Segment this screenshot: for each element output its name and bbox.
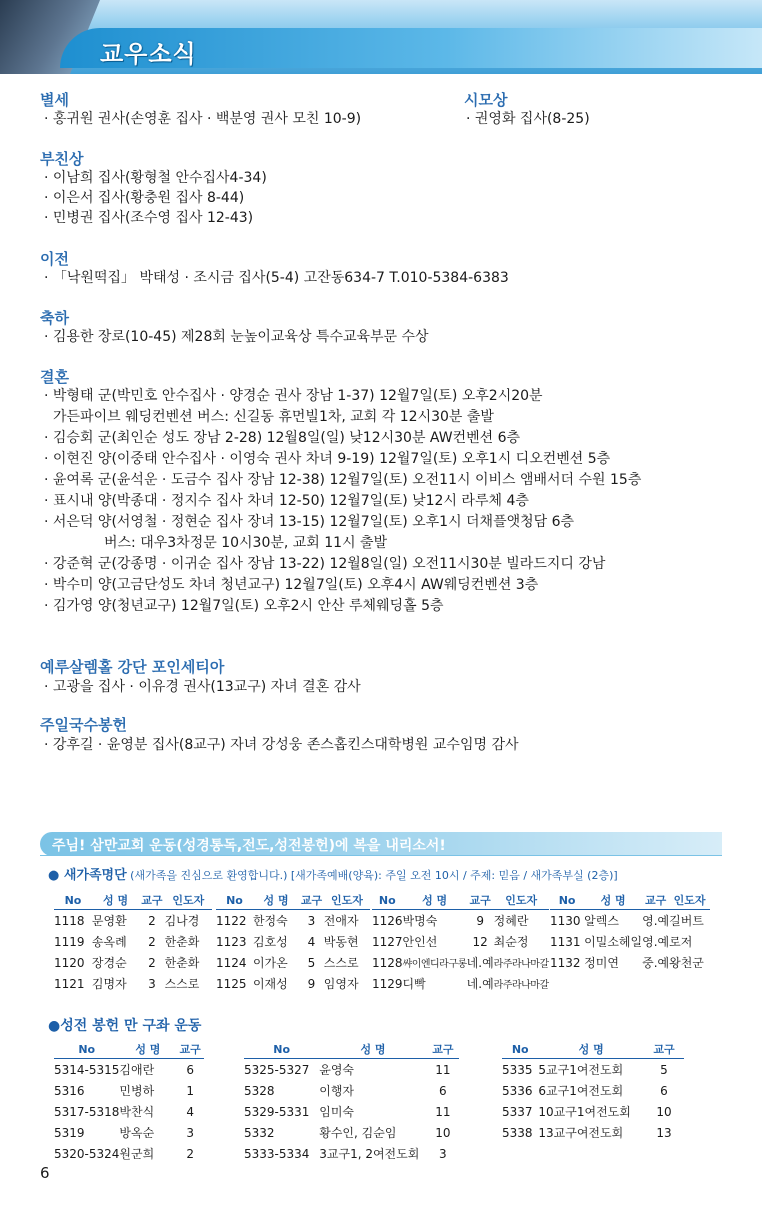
table-cell: 6 bbox=[660, 1083, 668, 1098]
table-cell: 11 bbox=[435, 1062, 451, 1077]
table-cell: 1124 bbox=[216, 955, 247, 970]
table-cell: 원군희 bbox=[119, 1147, 155, 1161]
table-cell: 1119 bbox=[54, 934, 85, 949]
table-cell: 5319 bbox=[54, 1125, 85, 1140]
table-cell: 이밀소헤일 bbox=[584, 935, 643, 949]
section-title-jerusalem: 예루살렘홀 강단 포인세티아 bbox=[40, 658, 225, 676]
table-cell: 박동현 bbox=[323, 935, 359, 949]
table-cell: 이행자 bbox=[319, 1084, 355, 1098]
table-cell: 3 bbox=[186, 1125, 194, 1140]
banner-rule bbox=[40, 855, 722, 856]
table-header-cell: 성 명 bbox=[584, 891, 642, 910]
wedding-item: · 강준혁 군(강종명 · 이귀순 집사 장남 13-22) 12월8일(일) 오전11시30분 빌라드지디 강남 bbox=[44, 556, 606, 572]
table-cell: 1129 bbox=[372, 976, 403, 991]
table-cell: 5 bbox=[307, 955, 316, 970]
sanctuary-table bbox=[502, 1040, 684, 1143]
table-cell: 전애자 bbox=[323, 914, 359, 928]
table-cell: 정미연 bbox=[584, 956, 619, 970]
table-cell: 알렉스 bbox=[584, 914, 619, 928]
section-title-national: 주일국수봉헌 bbox=[40, 716, 127, 734]
section-title-father: 부친상 bbox=[40, 150, 84, 168]
section-title-congrats: 축하 bbox=[40, 309, 69, 327]
table-header-cell: 교구 bbox=[467, 891, 494, 910]
wedding-item: · 윤여록 군(윤석운 · 도금수 집사 장남 12-38) 12월7일(토) 오전11시 이비스 앰배서더 수원 15층 bbox=[44, 472, 642, 488]
move-item: · 「낙원떡집」 박태성 · 조시금 집사(5-4) 고잔동634-7 T.010-5384-6383 bbox=[44, 270, 509, 286]
table-cell: 9 bbox=[476, 913, 484, 928]
table-row bbox=[216, 910, 370, 932]
table-header-cell: 성 명 bbox=[119, 1040, 176, 1059]
congrats-item: · 김용한 장로(10-45) 제28회 눈높이교육상 특수교육부문 수상 bbox=[44, 329, 429, 345]
table-row bbox=[502, 1122, 684, 1143]
table-cell: 로저 bbox=[669, 935, 693, 949]
table-cell: 9 bbox=[307, 976, 316, 991]
new-family-table bbox=[216, 891, 370, 994]
table-cell: 5328 bbox=[244, 1083, 275, 1098]
table-header-cell: 인도자 bbox=[165, 891, 212, 910]
table-row bbox=[54, 1143, 204, 1164]
table-cell: 1 bbox=[186, 1083, 194, 1098]
table-row bbox=[244, 1143, 459, 1164]
new-family-table bbox=[550, 891, 710, 973]
new-family-table bbox=[54, 891, 212, 994]
table-cell: 2 bbox=[186, 1146, 194, 1161]
table-cell: 중.예 bbox=[642, 956, 670, 970]
table-header-cell: 교구 bbox=[642, 891, 669, 910]
table-cell: 10교구1여전도회 bbox=[538, 1105, 631, 1119]
table-row bbox=[54, 1122, 204, 1143]
table-header-cell: 인도자 bbox=[494, 891, 549, 910]
table-row bbox=[244, 1122, 459, 1143]
table-cell: 11 bbox=[435, 1104, 451, 1119]
table-cell: 임영자 bbox=[323, 977, 359, 991]
table-cell: 1128 bbox=[372, 955, 403, 970]
table-cell: 황수인, 김순임 bbox=[319, 1126, 397, 1140]
table-cell: 임미숙 bbox=[319, 1105, 355, 1119]
table-cell: 5333-5334 bbox=[244, 1146, 310, 1161]
table-cell: 5316 bbox=[54, 1083, 85, 1098]
wedding-item: · 표시내 양(박종대 · 정지수 집사 차녀 12-50) 12월7일(토) 낮12시 라루체 4층 bbox=[44, 493, 529, 509]
table-cell: 영.예 bbox=[642, 935, 670, 949]
table-cell: 3 bbox=[439, 1146, 447, 1161]
table-cell: 박찬식 bbox=[119, 1105, 155, 1119]
table-row bbox=[54, 973, 212, 994]
table-row bbox=[54, 952, 212, 973]
campaign-banner-text: 주님! 삼만교회 운동(성경통독,전도,성전봉헌)에 복을 내리소서! bbox=[52, 838, 446, 854]
table-row bbox=[502, 1059, 684, 1081]
table-cell: 13 bbox=[656, 1125, 672, 1140]
table-row bbox=[372, 973, 549, 994]
table-header-cell: No bbox=[502, 1040, 538, 1059]
table-row bbox=[54, 910, 212, 932]
table-row bbox=[502, 1101, 684, 1122]
table-row bbox=[54, 1080, 204, 1101]
table-cell: 10 bbox=[656, 1104, 672, 1119]
table-cell: 송옥례 bbox=[91, 935, 127, 949]
table-cell: 라주라나마갈 bbox=[493, 959, 549, 970]
table-cell: 이재성 bbox=[252, 977, 288, 991]
table-cell: 최순정 bbox=[493, 935, 529, 949]
table-cell: 안인선 bbox=[402, 935, 438, 949]
table-row bbox=[244, 1080, 459, 1101]
table-cell: 한정숙 bbox=[252, 914, 288, 928]
table-cell: 5320-5324 bbox=[54, 1146, 120, 1161]
table-cell: 정혜란 bbox=[493, 914, 529, 928]
sanctuary-table bbox=[244, 1040, 459, 1164]
wedding-item: · 서은덕 양(서영철 · 정현순 집사 장녀 13-15) 12월7일(토) 오후1시 더채플앳청담 6층 bbox=[44, 514, 575, 530]
table-cell: 한춘화 bbox=[164, 935, 200, 949]
table-cell: 3교구1, 2여전도회 bbox=[319, 1147, 420, 1161]
new-family-title: ● 새가족명단 bbox=[48, 868, 127, 883]
table-row bbox=[54, 1059, 204, 1081]
table-cell: 문영환 bbox=[91, 914, 127, 928]
national-item: · 강후길 · 윤영분 집사(8교구) 자녀 강성웅 존스홉킨스대학병원 교수임명 감사 bbox=[44, 737, 519, 753]
table-cell: 2 bbox=[148, 934, 156, 949]
table-cell: 6 bbox=[439, 1083, 447, 1098]
wedding-item: · 김승회 군(최인순 성도 장남 2-28) 12월8일(일) 낮12시30분 AW컨벤션 6층 bbox=[44, 430, 521, 446]
table-cell: 쌰이엔디라구롱 bbox=[402, 959, 467, 970]
wedding-item: · 박형태 군(박민호 안수집사 · 양경순 권사 장남 1-37) 12월7일(토) 오후2시20분 bbox=[44, 388, 543, 404]
table-cell: 5336 bbox=[502, 1083, 533, 1098]
table-header-cell: 교구 bbox=[139, 891, 164, 910]
sanctuary-heading: ●성전 봉헌 만 구좌 운동 bbox=[48, 1018, 202, 1034]
new-family-note: (새가족을 진심으로 환영합니다.) [새가족예배(양육): 주일 오전 10시 / 주제: 믿음 / 새가족부실 (2층)] bbox=[126, 869, 618, 882]
table-header-cell: 성 명 bbox=[92, 891, 139, 910]
table-cell: 1125 bbox=[216, 976, 247, 991]
table-row bbox=[54, 1101, 204, 1122]
table-cell: 2 bbox=[148, 913, 156, 928]
table-cell: 스스로 bbox=[164, 977, 200, 991]
wedding-item: · 이현진 양(이중태 안수집사 · 이영숙 권사 차녀 9-19) 12월7일(토) 오후1시 디오컨벤션 5층 bbox=[44, 451, 611, 467]
table-cell: 3 bbox=[307, 913, 316, 928]
table-header-cell: 인도자 bbox=[669, 891, 710, 910]
table-header-cell: 성 명 bbox=[319, 1040, 427, 1059]
page-number: 6 bbox=[40, 1164, 50, 1182]
table-cell: 6 bbox=[186, 1062, 194, 1077]
table-cell: 1122 bbox=[216, 913, 247, 928]
table-cell: 왕천군 bbox=[669, 956, 704, 970]
table-cell: 디빡 bbox=[402, 977, 426, 991]
wedding-item: · 김가영 양(청년교구) 12월7일(토) 오후2시 안산 루체웨딩홀 5층 bbox=[44, 598, 444, 614]
table-header-cell: No bbox=[216, 891, 253, 910]
table-cell: 네.예 bbox=[466, 956, 494, 970]
table-cell: 1118 bbox=[54, 913, 85, 928]
table-cell: 10 bbox=[435, 1125, 451, 1140]
wedding-item: · 박수미 양(고금단성도 차녀 청년교구) 12월7일(토) 오후4시 AW웨딩컨벤션 3층 bbox=[44, 577, 539, 593]
table-cell: 1121 bbox=[54, 976, 85, 991]
table-header-cell: 성 명 bbox=[538, 1040, 644, 1059]
table-cell: 2 bbox=[148, 955, 156, 970]
jerusalem-item: · 고광을 집사 · 이유경 권사(13교구) 자녀 결혼 감사 bbox=[44, 679, 361, 695]
table-cell: 5314-5315 bbox=[54, 1062, 120, 1077]
table-row bbox=[550, 910, 710, 932]
table-row bbox=[550, 952, 710, 973]
table-cell: 1132 bbox=[550, 955, 581, 970]
table-cell: 5교구1여전도회 bbox=[538, 1063, 624, 1077]
mother-in-law-item: · 권영화 집사(8-25) bbox=[466, 111, 590, 127]
table-header-cell: 교구 bbox=[299, 891, 324, 910]
table-row bbox=[372, 952, 549, 973]
table-cell: 5332 bbox=[244, 1125, 275, 1140]
father-item: · 민병권 집사(조수영 집사 12-43) bbox=[44, 210, 254, 226]
table-cell: 이가온 bbox=[252, 956, 288, 970]
table-header-cell: 교구 bbox=[644, 1040, 684, 1059]
table-row bbox=[54, 931, 212, 952]
section-title-wedding: 결혼 bbox=[40, 368, 69, 386]
table-cell: 길버트 bbox=[669, 914, 704, 928]
table-header-cell: 교구 bbox=[176, 1040, 204, 1059]
table-header-cell: 인도자 bbox=[324, 891, 370, 910]
table-row bbox=[244, 1059, 459, 1081]
table-row bbox=[372, 931, 549, 952]
new-family-table bbox=[372, 891, 549, 994]
page-title: 교우소식 bbox=[100, 40, 197, 68]
table-cell: 영.예 bbox=[642, 914, 670, 928]
table-cell: 김호성 bbox=[252, 935, 288, 949]
table-header-cell: No bbox=[54, 1040, 119, 1059]
table-cell: 4 bbox=[307, 934, 316, 949]
table-cell: 6교구1여전도회 bbox=[538, 1084, 624, 1098]
father-item: · 이남희 집사(황형철 안수집사4-34) bbox=[44, 170, 267, 186]
table-cell: 장경순 bbox=[91, 956, 127, 970]
table-cell: 5338 bbox=[502, 1125, 533, 1140]
table-cell: 1126 bbox=[372, 913, 403, 928]
table-cell: 5317-5318 bbox=[54, 1104, 120, 1119]
table-cell: 김애란 bbox=[119, 1063, 155, 1077]
father-item: · 이은서 집사(황충원 집사 8-44) bbox=[44, 190, 245, 206]
wedding-item-continued: 가든파이브 웨딩컨벤션 버스: 신길동 휴먼빌1차, 교회 각 12시30분 출발 bbox=[53, 409, 494, 425]
table-row bbox=[216, 973, 370, 994]
section-title-bereavement: 별세 bbox=[40, 91, 69, 109]
table-cell: 5335 bbox=[502, 1062, 533, 1077]
table-cell: 5329-5331 bbox=[244, 1104, 310, 1119]
header-banner bbox=[0, 0, 762, 74]
table-cell: 윤영숙 bbox=[319, 1063, 355, 1077]
campaign-banner bbox=[40, 832, 722, 856]
table-cell: 1120 bbox=[54, 955, 85, 970]
table-header-cell: No bbox=[550, 891, 584, 910]
table-cell: 3 bbox=[148, 976, 156, 991]
sanctuary-table bbox=[54, 1040, 204, 1164]
table-row bbox=[216, 931, 370, 952]
table-cell: 방옥순 bbox=[119, 1126, 155, 1140]
table-cell: 민병하 bbox=[119, 1084, 155, 1098]
table-cell: 5337 bbox=[502, 1104, 533, 1119]
section-title-mother-in-law: 시모상 bbox=[464, 91, 508, 109]
table-header-cell: 성 명 bbox=[403, 891, 467, 910]
table-cell: 5 bbox=[660, 1062, 668, 1077]
table-cell: 스스로 bbox=[323, 956, 359, 970]
table-cell: 13교구여전도회 bbox=[538, 1126, 624, 1140]
table-header-cell: 교구 bbox=[427, 1040, 459, 1059]
table-cell: 1131 bbox=[550, 934, 581, 949]
section-title-move: 이전 bbox=[40, 250, 69, 268]
bereavement-item: · 홍귀원 권사(손영훈 집사 · 백분영 권사 모친 10-9) bbox=[44, 111, 362, 127]
table-row bbox=[216, 952, 370, 973]
wedding-item-continued: 버스: 대우3차정문 10시30분, 교회 11시 출발 bbox=[104, 535, 388, 551]
new-family-heading bbox=[48, 864, 618, 883]
table-header-cell: 성 명 bbox=[253, 891, 299, 910]
table-header-cell: No bbox=[54, 891, 92, 910]
table-cell: 12 bbox=[472, 934, 488, 949]
table-cell: 4 bbox=[186, 1104, 194, 1119]
table-cell: 1123 bbox=[216, 934, 247, 949]
table-cell: 김명자 bbox=[91, 977, 127, 991]
table-row bbox=[502, 1080, 684, 1101]
table-cell: 한춘화 bbox=[164, 956, 200, 970]
table-row bbox=[550, 931, 710, 952]
table-cell: 라주라나마갈 bbox=[493, 980, 549, 991]
table-cell: 5325-5327 bbox=[244, 1062, 310, 1077]
table-header-cell: No bbox=[244, 1040, 319, 1059]
table-cell: 박명숙 bbox=[402, 914, 438, 928]
table-row bbox=[244, 1101, 459, 1122]
table-cell: 1127 bbox=[372, 934, 403, 949]
table-header-cell: No bbox=[372, 891, 403, 910]
table-cell: 네.예 bbox=[466, 977, 494, 991]
table-cell: 1130 bbox=[550, 913, 581, 928]
table-row bbox=[372, 910, 549, 932]
table-cell: 김나경 bbox=[164, 914, 200, 928]
